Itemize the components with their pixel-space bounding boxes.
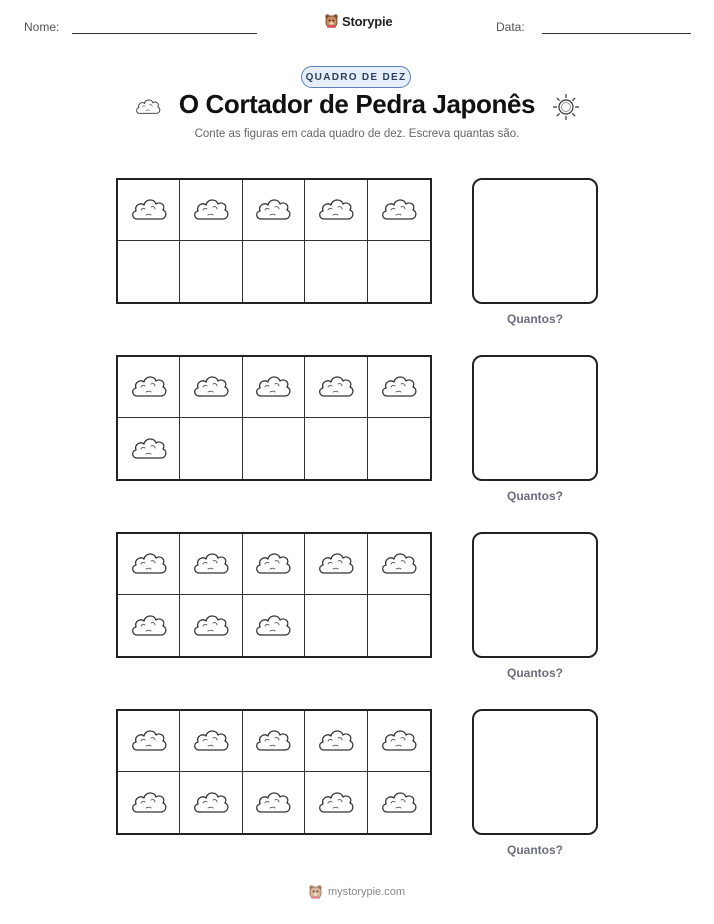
ten-frame-cell bbox=[243, 711, 305, 772]
ten-frame-cell bbox=[243, 418, 305, 479]
brand-name: Storypie bbox=[342, 13, 393, 29]
ten-frame-cell bbox=[180, 772, 242, 833]
answer-box[interactable] bbox=[472, 178, 598, 304]
cloud-icon bbox=[253, 611, 293, 641]
ten-frame-cell bbox=[368, 772, 430, 833]
instructions: Conte as figuras em cada quadro de dez. Escreva quantas são. bbox=[194, 128, 520, 140]
cloud-icon bbox=[379, 549, 419, 579]
question-label: Quantos? bbox=[507, 489, 563, 503]
question-label: Quantos? bbox=[507, 312, 563, 326]
ten-frame-cell bbox=[368, 711, 430, 772]
cloud-icon bbox=[129, 788, 169, 818]
cloud-icon bbox=[316, 726, 356, 756]
brand-logo bbox=[324, 13, 392, 29]
bear-mascot-icon bbox=[308, 884, 323, 900]
cloud-icon bbox=[129, 434, 169, 464]
bear-mascot-icon bbox=[324, 13, 339, 29]
ten-frame-cell bbox=[368, 357, 430, 418]
ten-frame-cell bbox=[368, 418, 430, 479]
name-label: Nome: bbox=[24, 20, 60, 34]
footer-url: mystorypie.com bbox=[328, 886, 406, 898]
ten-frame-cell bbox=[118, 534, 180, 595]
cloud-icon bbox=[191, 372, 231, 402]
cloud-icon bbox=[379, 195, 419, 225]
cloud-icon bbox=[253, 788, 293, 818]
ten-frame-cell bbox=[180, 534, 242, 595]
cloud-icon bbox=[129, 549, 169, 579]
ten-frame-cell bbox=[180, 241, 242, 302]
ten-frame-cell bbox=[243, 241, 305, 302]
cloud-icon bbox=[316, 549, 356, 579]
ten-frame-cell bbox=[368, 534, 430, 595]
name-line[interactable] bbox=[72, 33, 257, 34]
ten-frame bbox=[116, 709, 432, 835]
date-line[interactable] bbox=[542, 33, 691, 34]
cloud-icon bbox=[129, 611, 169, 641]
ten-frame-cell bbox=[368, 241, 430, 302]
ten-frame-cell bbox=[305, 711, 367, 772]
ten-frame-cell bbox=[305, 534, 367, 595]
ten-frame-cell bbox=[180, 595, 242, 656]
ten-frame-cell bbox=[243, 180, 305, 241]
cloud-icon bbox=[129, 726, 169, 756]
sun-icon bbox=[552, 93, 580, 121]
ten-frame-cell bbox=[118, 772, 180, 833]
question-label: Quantos? bbox=[507, 843, 563, 857]
ten-frame-cell bbox=[243, 772, 305, 833]
cloud-icon bbox=[379, 726, 419, 756]
ten-frame-cell bbox=[243, 534, 305, 595]
cloud-icon bbox=[253, 195, 293, 225]
cloud-icon bbox=[316, 372, 356, 402]
ten-frame-cell bbox=[305, 595, 367, 656]
cloud-icon bbox=[191, 726, 231, 756]
ten-frame-cell bbox=[118, 180, 180, 241]
cloud-icon bbox=[316, 788, 356, 818]
cloud-icon bbox=[129, 372, 169, 402]
cloud-icon bbox=[191, 611, 231, 641]
ten-frame-cell bbox=[180, 711, 242, 772]
ten-frame-cell bbox=[305, 772, 367, 833]
cloud-icon bbox=[379, 788, 419, 818]
ten-frame bbox=[116, 532, 432, 658]
ten-frame-cell bbox=[180, 418, 242, 479]
ten-frame-cell bbox=[305, 180, 367, 241]
ten-frame-cell bbox=[243, 357, 305, 418]
cloud-icon bbox=[191, 195, 231, 225]
date-label: Data: bbox=[496, 20, 525, 34]
ten-frame-cell bbox=[118, 418, 180, 479]
ten-frame-cell bbox=[180, 357, 242, 418]
ten-frame-cell bbox=[305, 357, 367, 418]
answer-box[interactable] bbox=[472, 709, 598, 835]
cloud-icon bbox=[129, 195, 169, 225]
cloud-icon bbox=[253, 372, 293, 402]
cloud-icon bbox=[253, 549, 293, 579]
ten-frame-cell bbox=[118, 241, 180, 302]
cloud-icon bbox=[253, 726, 293, 756]
ten-frame-cell bbox=[118, 595, 180, 656]
question-label: Quantos? bbox=[507, 666, 563, 680]
ten-frame bbox=[116, 178, 432, 304]
ten-frame-cell bbox=[118, 357, 180, 418]
footer bbox=[308, 884, 405, 900]
ten-frame-cell bbox=[243, 595, 305, 656]
ten-frame-cell bbox=[305, 418, 367, 479]
ten-frame-cell bbox=[368, 595, 430, 656]
ten-frame-cell bbox=[305, 241, 367, 302]
ten-frame bbox=[116, 355, 432, 481]
cloud-icon bbox=[316, 195, 356, 225]
ten-frame-cell bbox=[118, 711, 180, 772]
cloud-icon bbox=[191, 549, 231, 579]
answer-box[interactable] bbox=[472, 532, 598, 658]
worksheet-type-badge: QUADRO DE DEZ bbox=[301, 66, 411, 88]
answer-box[interactable] bbox=[472, 355, 598, 481]
ten-frame-cell bbox=[368, 180, 430, 241]
cloud-icon bbox=[191, 788, 231, 818]
ten-frame-cell bbox=[180, 180, 242, 241]
cloud-icon bbox=[379, 372, 419, 402]
page-title: O Cortador de Pedra Japonês bbox=[178, 89, 536, 119]
